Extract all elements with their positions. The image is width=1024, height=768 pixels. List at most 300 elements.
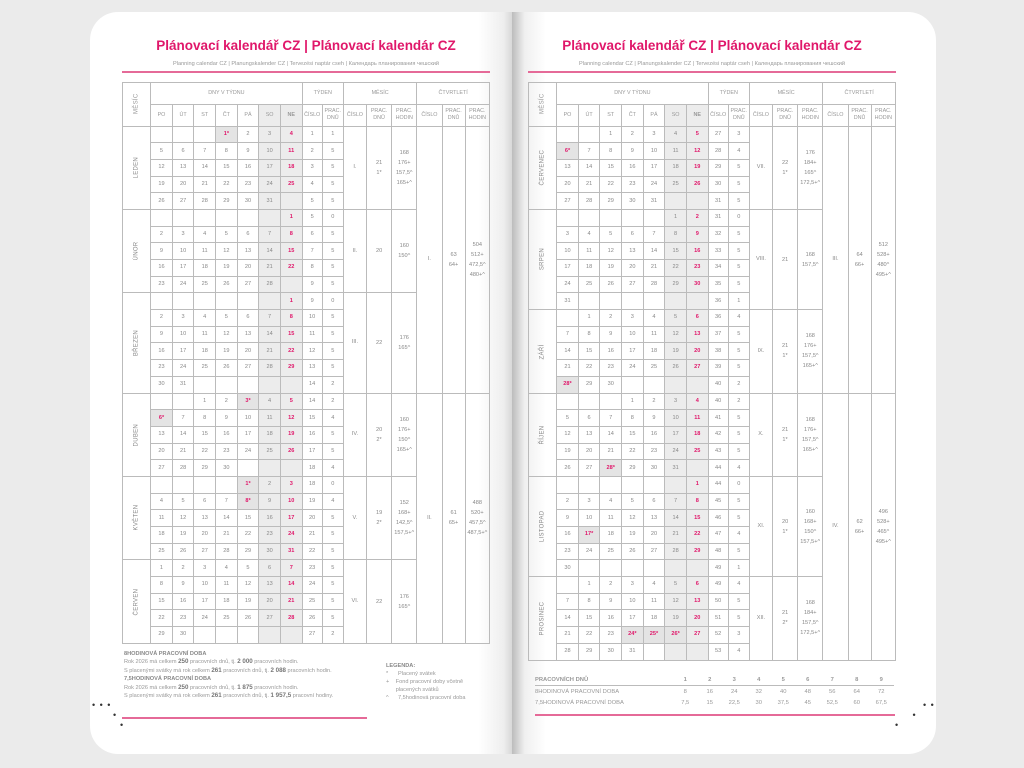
month-column-header: MĚSÍC <box>529 82 557 126</box>
day-cell: 2 <box>557 493 579 510</box>
day-cell: 11 <box>151 510 173 527</box>
day-cell: 1 <box>665 209 687 226</box>
day-cell: 19 <box>237 593 259 610</box>
day-cell: 19 <box>665 610 687 627</box>
day-cell: 12 <box>216 243 238 260</box>
value: 168 <box>805 251 815 258</box>
day-cell: 29 <box>686 543 708 560</box>
month-work-days <box>367 476 392 559</box>
week-number: 44 <box>708 476 728 493</box>
day-cell: 7 <box>600 410 622 427</box>
week-number: 23 <box>302 560 322 577</box>
value: 168+ <box>397 510 411 517</box>
day-cell: 20 <box>643 527 665 544</box>
value: 528+ <box>877 518 890 525</box>
day-cell: 11 <box>194 326 216 343</box>
value: 64 <box>856 251 863 258</box>
day-cell: 9 <box>643 410 665 427</box>
day-cell: 4 <box>643 577 665 594</box>
value: 168 <box>805 416 815 423</box>
quarter-number: III. <box>823 126 848 393</box>
day-cell: 31 <box>622 643 644 660</box>
day-cell: 14 <box>578 159 600 176</box>
value: 465^ <box>877 528 890 535</box>
day-cell <box>686 293 708 310</box>
week-number: 7 <box>302 243 322 260</box>
day-cell: 25 <box>151 543 173 560</box>
day-cell <box>259 376 281 393</box>
day-cell: 22 <box>578 360 600 377</box>
day-cell: 16 <box>216 426 238 443</box>
week-work-days: 5 <box>728 510 749 527</box>
calendar-page-h2 <box>528 30 896 661</box>
day-cell: 8 <box>622 410 644 427</box>
month-work-days <box>773 577 798 660</box>
day-cell: 22 <box>237 527 259 544</box>
month-name: BŘEZEN <box>123 293 151 393</box>
day-cell: 10 <box>622 326 644 343</box>
day-header: PO <box>151 104 173 126</box>
value: 20 <box>375 426 383 433</box>
week-number: 10 <box>302 310 322 327</box>
day-cell: 24 <box>665 443 687 460</box>
week-number: 40 <box>708 376 728 393</box>
day-cell: 2 <box>259 476 281 493</box>
day-cell: 5 <box>686 126 708 143</box>
day-cell: 14 <box>643 243 665 260</box>
row-value: 22,5 <box>728 699 740 706</box>
day-header: PÁ <box>237 104 259 126</box>
week-work-days: 5 <box>728 326 749 343</box>
day-cell: 12 <box>237 577 259 594</box>
day-cell <box>643 560 665 577</box>
week-work-days: 5 <box>322 577 343 594</box>
day-cell: 28* <box>600 460 622 477</box>
day-cell: 1* <box>216 126 238 143</box>
day-cell: 25 <box>578 276 600 293</box>
quarter-work-days <box>848 393 871 660</box>
day-cell: 8 <box>686 493 708 510</box>
week-number: 16 <box>302 426 322 443</box>
day-cell <box>622 560 644 577</box>
day-cell: 2 <box>151 226 173 243</box>
day-cell <box>622 376 644 393</box>
row-label: 8HODINOVÁ PRACOVNÍ DOBA <box>535 688 620 695</box>
day-cell: 15 <box>686 510 708 527</box>
week-number: 31 <box>708 209 728 226</box>
page-subtitle: Planning calendar CZ | Planungskalender CZ | Tervezési naptár cseh | Календарь планирования чешский <box>578 61 846 67</box>
month-work-hours <box>392 293 417 393</box>
day-cell: 29 <box>600 193 622 210</box>
work-days-header: PRAC. DNŮ <box>848 104 871 126</box>
week-number: 18 <box>302 460 322 477</box>
summary-text: pracovních hodin. <box>286 667 332 674</box>
week-number: 44 <box>708 460 728 477</box>
day-cell: 27 <box>237 360 259 377</box>
day-cell <box>194 293 216 310</box>
day-cell: 5 <box>280 393 302 410</box>
week-number: 12 <box>302 343 322 360</box>
day-cell: 17 <box>172 260 194 277</box>
value: 457,5^ <box>469 520 486 527</box>
table-row <box>535 674 894 686</box>
day-cell: 25 <box>280 176 302 193</box>
week-work-days: 5 <box>322 260 343 277</box>
day-cell: 20 <box>259 593 281 610</box>
calendar-page-h1 <box>122 30 490 644</box>
day-cell: 12 <box>280 410 302 427</box>
value: 160 <box>399 416 409 423</box>
day-cell: 7 <box>643 226 665 243</box>
day-cell: 15 <box>280 243 302 260</box>
day-cell: 17* <box>578 527 600 544</box>
quarter-header: ČTVRTLETÍ <box>823 82 896 104</box>
week-work-days: 5 <box>728 226 749 243</box>
month-group-header: MĚSÍC <box>343 82 416 104</box>
day-cell <box>259 627 281 644</box>
week-number: 1 <box>302 126 322 143</box>
value: 168+ <box>803 518 817 525</box>
week-work-days: 5 <box>322 510 343 527</box>
day-cell: 21 <box>216 527 238 544</box>
week-number: 35 <box>708 276 728 293</box>
summary-value: 261 <box>211 666 222 674</box>
table-row <box>529 126 896 143</box>
month-number: XII. <box>749 577 772 660</box>
day-cell: 30 <box>686 276 708 293</box>
month-work-hours <box>798 310 823 393</box>
week-number: 24 <box>302 577 322 594</box>
day-cell: 3 <box>578 493 600 510</box>
day-cell: 26 <box>622 543 644 560</box>
summary-value: 1 957,5 <box>270 692 292 700</box>
day-cell: 21 <box>557 627 579 644</box>
day-cell: 27 <box>643 543 665 560</box>
day-cell: 28 <box>259 276 281 293</box>
title-divider <box>122 71 490 73</box>
month-work-hours <box>392 126 417 209</box>
day-cell: 17 <box>237 426 259 443</box>
week-number: 27 <box>708 126 728 143</box>
day-cell <box>557 577 579 594</box>
value: 21 <box>781 610 789 617</box>
quarter-number: IV. <box>823 393 848 660</box>
summary-value: 261 <box>211 692 222 700</box>
day-cell: 22 <box>578 627 600 644</box>
summary-text: S placenými svátky má rok celkem <box>124 667 212 674</box>
month-name: ŘÍJEN <box>529 393 557 476</box>
day-cell: 22 <box>622 443 644 460</box>
week-number: 42 <box>708 426 728 443</box>
day-cell: 26 <box>280 443 302 460</box>
day-cell: 11 <box>686 410 708 427</box>
day-cell: 1 <box>280 209 302 226</box>
footer-divider <box>535 714 895 716</box>
day-cell: 20 <box>151 443 173 460</box>
day-cell: 6* <box>557 143 579 160</box>
day-cell <box>151 393 173 410</box>
legend-mark: * <box>386 671 389 677</box>
week-work-days: 1 <box>728 293 749 310</box>
week-number: 5 <box>302 193 322 210</box>
day-cell: 22 <box>686 527 708 544</box>
day-cell: 9 <box>600 593 622 610</box>
summary-value: 2 000 <box>237 658 253 666</box>
month-work-days <box>367 209 392 292</box>
value: 157,5^ <box>801 436 819 443</box>
day-cell: 8 <box>216 143 238 160</box>
day-cell: 12 <box>172 510 194 527</box>
quarter-number: II. <box>417 393 442 643</box>
row-value: 48 <box>804 688 811 695</box>
title-divider <box>528 71 896 73</box>
week-number: 14 <box>302 393 322 410</box>
work-hours-header: PRAC. HODIN <box>465 104 489 126</box>
value: 66+ <box>854 261 865 268</box>
value: 21 <box>781 343 789 350</box>
day-cell: 16 <box>172 593 194 610</box>
day-cell: 7 <box>259 310 281 327</box>
day-cell: 22 <box>280 343 302 360</box>
summary-text: pracovní hodiny. <box>291 693 334 700</box>
day-cell <box>151 293 173 310</box>
summary-line <box>124 658 374 666</box>
day-cell: 28 <box>259 360 281 377</box>
day-cell: 5 <box>600 226 622 243</box>
week-number: 36 <box>708 310 728 327</box>
week-work-days: 3 <box>728 126 749 143</box>
day-cell: 9 <box>622 143 644 160</box>
day-cell: 1* <box>237 476 259 493</box>
value: 165^ <box>398 603 411 610</box>
quarter-work-days <box>848 126 871 393</box>
row-value: 8 <box>845 674 870 686</box>
month-work-hours <box>798 476 823 576</box>
day-cell: 24 <box>557 276 579 293</box>
week-number: 33 <box>708 243 728 260</box>
day-cell: 10 <box>622 593 644 610</box>
day-cell: 13 <box>172 159 194 176</box>
value: 150^ <box>398 436 411 443</box>
week-work-days: 5 <box>322 310 343 327</box>
value: 472,5^ <box>469 261 486 268</box>
week-number: 45 <box>708 493 728 510</box>
day-cell <box>172 209 194 226</box>
day-cell: 9 <box>151 243 173 260</box>
legend-text: Placený svátek <box>398 671 436 677</box>
summary-text: pracovních dnů, tj. <box>188 684 238 691</box>
day-cell: 16 <box>557 527 579 544</box>
day-cell: 25* <box>643 627 665 644</box>
month-number: XI. <box>749 476 772 576</box>
day-cell: 14 <box>172 426 194 443</box>
week-number: 26 <box>302 610 322 627</box>
day-cell <box>194 209 216 226</box>
day-cell: 1 <box>578 310 600 327</box>
day-cell: 6 <box>686 577 708 594</box>
work-days-header: PRAC. DNŮ <box>773 104 798 126</box>
working-time-summary <box>124 650 374 700</box>
day-cell <box>600 393 622 410</box>
day-header: NE <box>280 104 302 126</box>
day-cell: 26* <box>665 627 687 644</box>
value: 1* <box>782 528 788 535</box>
summary-line <box>124 692 374 700</box>
day-cell <box>194 476 216 493</box>
day-cell: 11 <box>643 593 665 610</box>
day-cell: 9 <box>557 510 579 527</box>
day-cell: 2 <box>151 310 173 327</box>
day-cell: 14 <box>259 243 281 260</box>
week-number: 5 <box>302 209 322 226</box>
day-cell: 3 <box>557 226 579 243</box>
day-cell <box>172 293 194 310</box>
day-cell: 4 <box>686 393 708 410</box>
day-cell <box>280 276 302 293</box>
day-cell: 19 <box>557 443 579 460</box>
week-work-days: 4 <box>728 643 749 660</box>
day-cell: 23 <box>622 176 644 193</box>
week-number: 49 <box>708 577 728 594</box>
quarter-header: ČTVRTLETÍ <box>417 82 490 104</box>
day-cell: 22 <box>600 176 622 193</box>
row-value: 24 <box>731 688 738 695</box>
day-cell <box>600 293 622 310</box>
summary-text: pracovních dnů, tj. <box>221 667 271 674</box>
day-cell: 3 <box>643 126 665 143</box>
row-value: 45 <box>804 699 811 706</box>
day-header: ČT <box>622 104 644 126</box>
day-cell <box>665 193 687 210</box>
week-number: 32 <box>708 226 728 243</box>
day-cell: 21 <box>600 443 622 460</box>
day-cell: 17 <box>194 593 216 610</box>
day-cell: 20 <box>686 343 708 360</box>
day-cell <box>172 126 194 143</box>
row-value: 56 <box>829 688 836 695</box>
day-cell: 21 <box>259 260 281 277</box>
week-number: 8 <box>302 260 322 277</box>
day-cell: 23 <box>151 276 173 293</box>
summary-text: Rok 2026 má celkem <box>124 659 179 666</box>
row-label: PRACOVNÍCH DNŮ <box>535 674 673 686</box>
day-cell: 25 <box>194 360 216 377</box>
week-work-days: 5 <box>322 593 343 610</box>
summary-value: 250 <box>178 658 189 666</box>
day-cell: 17 <box>643 159 665 176</box>
week-number: 47 <box>708 527 728 544</box>
day-cell <box>194 126 216 143</box>
day-cell: 2 <box>600 310 622 327</box>
day-cell: 20 <box>557 176 579 193</box>
legend-item <box>386 694 486 702</box>
day-cell: 8 <box>600 143 622 160</box>
day-cell: 19 <box>665 343 687 360</box>
day-cell: 5 <box>665 310 687 327</box>
legend-heading: LEGENDA: <box>386 663 416 669</box>
day-cell: 28 <box>665 543 687 560</box>
value: 480+^ <box>469 271 485 278</box>
day-cell: 23 <box>600 360 622 377</box>
day-cell: 19 <box>622 527 644 544</box>
day-cell <box>557 393 579 410</box>
week-header: TÝDEN <box>708 82 749 104</box>
row-value: 15 <box>706 699 713 706</box>
day-cell: 4 <box>194 310 216 327</box>
day-cell: 8 <box>194 410 216 427</box>
week-number: 25 <box>302 593 322 610</box>
value: 63 <box>450 251 457 258</box>
value: 152 <box>399 500 409 507</box>
week-number: 14 <box>302 376 322 393</box>
value: 1* <box>376 169 382 176</box>
number-header: ČÍSLO <box>417 104 442 126</box>
day-cell: 2 <box>600 577 622 594</box>
day-cell <box>600 560 622 577</box>
day-cell <box>665 376 687 393</box>
day-cell: 24 <box>194 610 216 627</box>
day-cell: 28 <box>194 193 216 210</box>
value: 165+^ <box>802 363 818 370</box>
legend-mark: + <box>386 679 390 685</box>
day-cell <box>578 476 600 493</box>
month-name: ZÁŘÍ <box>529 310 557 393</box>
day-cell <box>216 293 238 310</box>
row-value: 40 <box>780 688 787 695</box>
value: 22 <box>375 598 383 605</box>
day-cell: 10 <box>643 143 665 160</box>
day-cell: 28 <box>216 543 238 560</box>
day-cell: 1 <box>622 393 644 410</box>
week-work-days: 5 <box>322 360 343 377</box>
day-cell: 16 <box>600 343 622 360</box>
day-cell: 5 <box>622 493 644 510</box>
day-cell: 30 <box>643 460 665 477</box>
day-cell <box>665 643 687 660</box>
day-cell <box>643 376 665 393</box>
value: 176 <box>399 334 409 341</box>
day-cell: 2 <box>622 126 644 143</box>
value: 168 <box>805 600 815 607</box>
quarter-number: I. <box>417 126 442 393</box>
day-cell <box>151 209 173 226</box>
day-cell: 12 <box>557 426 579 443</box>
day-cell: 25 <box>194 276 216 293</box>
summary-value: 2 088 <box>270 666 286 674</box>
week-number: 15 <box>302 410 322 427</box>
month-column-header: MĚSÍC <box>123 82 151 126</box>
day-cell: 18 <box>151 527 173 544</box>
day-cell: 27 <box>259 610 281 627</box>
day-cell: 16 <box>600 610 622 627</box>
day-cell: 31 <box>557 293 579 310</box>
value: 487,5+^ <box>467 530 488 537</box>
month-work-hours <box>392 393 417 476</box>
day-cell: 2 <box>172 560 194 577</box>
day-cell: 14 <box>216 510 238 527</box>
day-cell: 16 <box>622 159 644 176</box>
month-name: LISTOPAD <box>529 476 557 576</box>
month-number: V. <box>343 476 366 559</box>
day-cell <box>665 560 687 577</box>
work-days-header: PRAC. DNŮ <box>322 104 343 126</box>
week-work-days: 4 <box>728 310 749 327</box>
day-cell: 20 <box>172 176 194 193</box>
day-cell: 11 <box>665 143 687 160</box>
day-cell: 15 <box>665 243 687 260</box>
week-work-days: 5 <box>728 276 749 293</box>
day-cell: 28 <box>557 643 579 660</box>
